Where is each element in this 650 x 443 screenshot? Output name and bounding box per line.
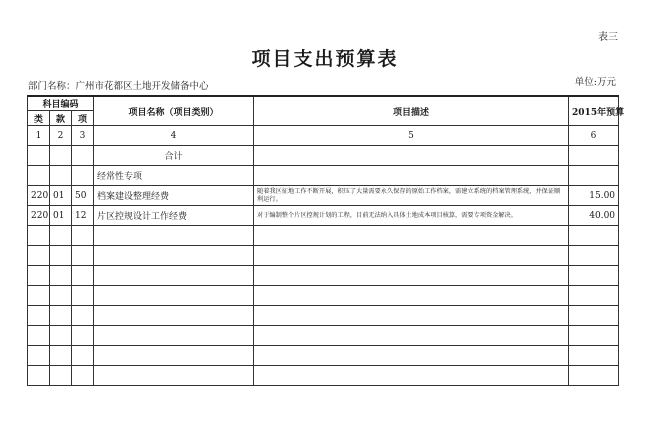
subject-code-header: 科目编码 bbox=[28, 96, 94, 111]
budget-cell: 40.00 bbox=[569, 206, 619, 226]
empty-row bbox=[28, 306, 619, 326]
category-row bbox=[28, 166, 619, 186]
empty-row bbox=[28, 286, 619, 306]
index-cell: 2 bbox=[50, 126, 72, 146]
table-number: 表三 bbox=[598, 32, 618, 43]
empty-row bbox=[28, 366, 619, 386]
table-row bbox=[28, 206, 619, 226]
empty-row bbox=[28, 346, 619, 366]
page-title: 项目支出预算表 bbox=[251, 48, 399, 70]
total-label: 合计 bbox=[94, 146, 254, 166]
index-cell: 5 bbox=[254, 126, 569, 146]
lei-header: 类 bbox=[28, 111, 50, 126]
index-cell: 1 bbox=[28, 126, 50, 146]
xiang-cell: 12 bbox=[72, 206, 94, 226]
kuan-cell: 01 bbox=[50, 206, 72, 226]
empty-row bbox=[28, 326, 619, 346]
budget-cell: 15.00 bbox=[569, 186, 619, 206]
lei-cell: 220 bbox=[28, 206, 50, 226]
project-desc-cell: 随着我区征地工作不断开展，积压了大量需要永久保存的原始工作档案，需建立系统的档案管理系统，并保证顺利运行。 bbox=[254, 186, 569, 206]
project-name-header: 项目名称（项目类别） bbox=[94, 96, 254, 126]
empty-row bbox=[28, 266, 619, 286]
lei-cell: 220 bbox=[28, 186, 50, 206]
project-name-cell: 片区控规设计工作经费 bbox=[94, 206, 254, 226]
kuan-header: 款 bbox=[50, 111, 72, 126]
category-label: 经常性专项 bbox=[94, 166, 254, 186]
xiang-cell: 50 bbox=[72, 186, 94, 206]
budget-table bbox=[27, 95, 625, 386]
department-name: 部门名称：广州市花都区土地开发储备中心 bbox=[28, 81, 209, 92]
index-row bbox=[28, 126, 619, 146]
project-desc-cell: 对于编制整个片区控规计划的工程，目前无法纳入具体土地成本项目核算，需要专项资金解决。 bbox=[254, 206, 569, 226]
xiang-header: 项 bbox=[72, 111, 94, 126]
index-cell: 3 bbox=[72, 126, 94, 146]
project-name-cell: 档案建设整理经费 bbox=[94, 186, 254, 206]
empty-row bbox=[28, 226, 619, 246]
kuan-cell: 01 bbox=[50, 186, 72, 206]
budget-header: 2015年预算 bbox=[569, 96, 619, 126]
total-row bbox=[28, 146, 619, 166]
index-cell: 6 bbox=[569, 126, 619, 146]
project-desc-header: 项目描述 bbox=[254, 96, 569, 126]
index-cell: 4 bbox=[94, 126, 254, 146]
unit-label: 单位:万元 bbox=[574, 77, 616, 88]
table-row bbox=[28, 186, 619, 206]
empty-row bbox=[28, 246, 619, 266]
